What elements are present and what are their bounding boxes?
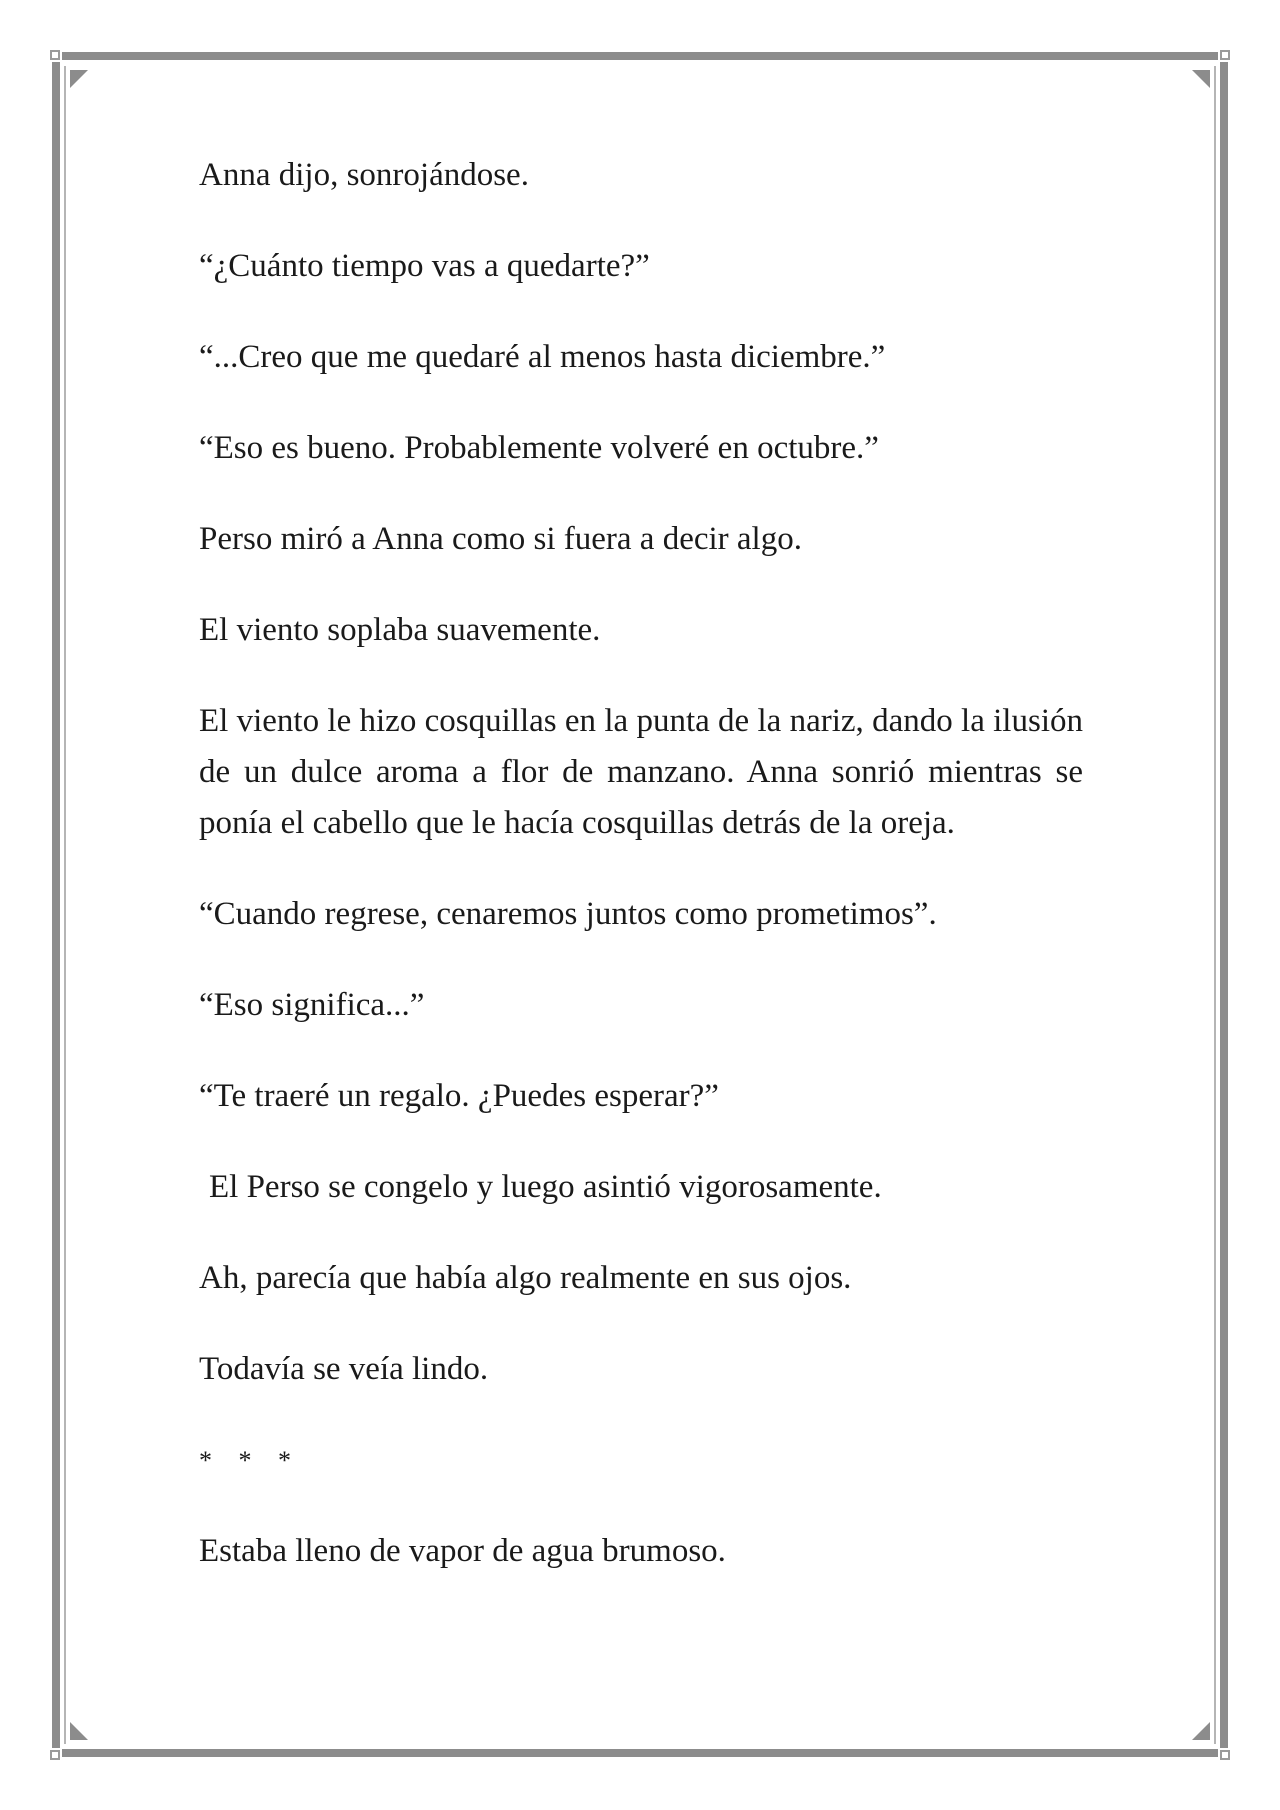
corner-triangle-bottom-left xyxy=(70,1722,88,1740)
corner-triangle-top-left xyxy=(70,70,88,88)
frame-top xyxy=(62,52,1218,60)
paragraph: Todavía se veía lindo. xyxy=(199,1351,489,1387)
corner-ornament-top-left xyxy=(50,50,60,60)
paragraph: “Eso es bueno. Probablemente volveré en octubre.” xyxy=(199,430,879,466)
frame-right xyxy=(1220,62,1228,1748)
frame-bottom xyxy=(62,1749,1218,1757)
frame-inner-left xyxy=(64,66,66,1744)
paragraph: “Te traeré un regalo. ¿Puedes esperar?” xyxy=(199,1078,719,1114)
corner-triangle-top-right xyxy=(1192,70,1210,88)
paragraph: Perso miró a Anna como si fuera a decir algo. xyxy=(199,521,802,557)
frame-inner-right xyxy=(1214,66,1216,1744)
corner-ornament-top-right xyxy=(1220,50,1230,60)
paragraph: El viento le hizo cosquillas en la punta de la nariz, dando la ilusión de un dulce aroma a flor de manzano. Anna sonrió mientras se ponía el cabello que le hacía cosquillas detrás de la oreja. xyxy=(199,703,1083,841)
paragraph: “...Creo que me quedaré al menos hasta diciembre.” xyxy=(199,339,886,375)
corner-ornament-bottom-right xyxy=(1220,1750,1230,1760)
frame-left xyxy=(52,62,60,1748)
paragraph: Anna dijo, sonrojándose. xyxy=(199,157,529,193)
page-body xyxy=(199,150,1083,1617)
paragraph: “Cuando regrese, cenaremos juntos como prometimos”. xyxy=(199,896,937,932)
paragraph: El viento soplaba suavemente. xyxy=(199,612,601,648)
paragraph: “Eso significa...” xyxy=(199,987,425,1023)
paragraph: “¿Cuánto tiempo vas a quedarte?” xyxy=(199,248,650,284)
scene-break: * * * xyxy=(199,1446,301,1475)
corner-ornament-bottom-left xyxy=(50,1750,60,1760)
corner-triangle-bottom-right xyxy=(1192,1722,1210,1740)
paragraph: Ah, parecía que había algo realmente en sus ojos. xyxy=(199,1260,852,1296)
paragraph: Estaba lleno de vapor de agua brumoso. xyxy=(199,1533,726,1569)
paragraph: El Perso se congelo y luego asintió vigorosamente. xyxy=(209,1169,882,1205)
